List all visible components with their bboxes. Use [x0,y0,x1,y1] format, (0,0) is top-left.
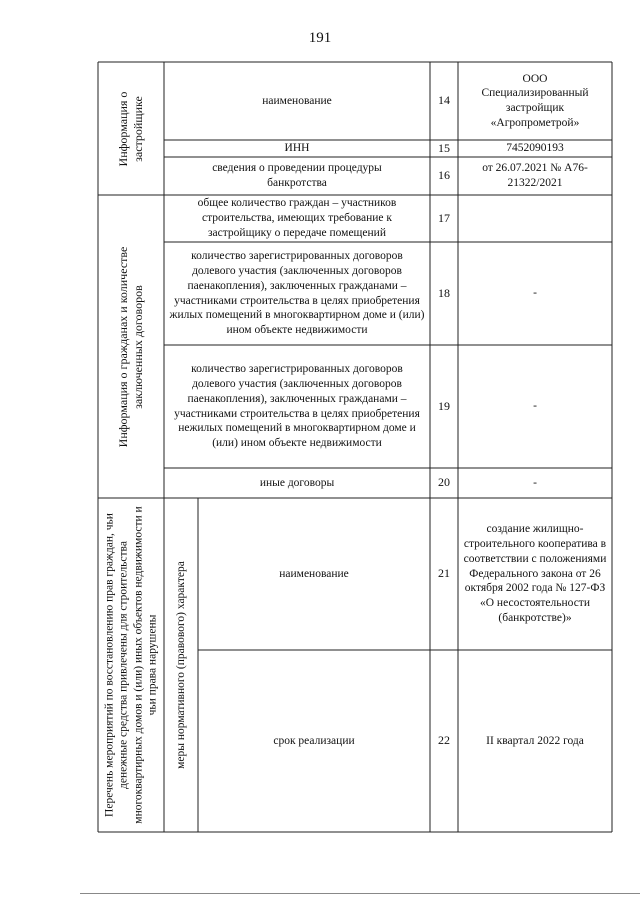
row-label: количество зарегистрированных договоров долевого участия (заключенных договоров паенакопления), заключенных гражданами – участниками строительства в целях приобретения жилых помещений в многоквартирном доме и (или) ином объекте недвижимости [169,250,425,336]
row-value: 7452090193 [506,142,564,155]
row-number: 15 [438,140,450,155]
row-number: 21 [438,566,450,581]
row-value: - [533,287,537,300]
row-value: создание жилищно-строительного кооператива в соответствии с положениями Федерального закона от 26 октября 2002 года № 127-ФЗ «О несостоятельности (банкротстве)» [463,523,607,624]
row-number: 18 [438,285,450,300]
row-label: срок реализации [273,734,355,747]
row-label: сведения о проведении процедуры банкротства [212,162,382,189]
row-label: количество зарегистрированных договоров долевого участия (заключенных договоров паенакопления), заключенных гражданами – участниками строительства в целях приобретения нежилых помещений в многоквартирном доме и (или) ином объекте недвижимости [174,363,420,449]
row-value: ООО Специализированный застройщик «Агропрометрой» [481,72,589,129]
bottom-rule [80,893,640,894]
row-label: наименование [279,567,349,580]
section-developer-info: Информация о застройщике [116,91,145,166]
section-legal-measures: меры нормативного (правового) характера [174,561,187,769]
row-number: 16 [438,168,450,183]
row-value: - [533,476,537,489]
row-value: от 26.07.2021 № А76-21322/2021 [482,162,588,189]
row-value: - [533,400,537,413]
row-label: иные договоры [259,476,335,489]
row-number: 22 [438,733,450,748]
row-label: ИНН [284,142,310,155]
row-value: II квартал 2022 года [486,734,584,747]
row-value [458,195,612,242]
row-label: общее количество граждан – участников строительства, имеющих требование к застройщику о передаче помещений [197,197,397,239]
row-label: наименование [262,94,332,107]
page-number: 191 [308,30,332,46]
row-number: 17 [438,210,450,225]
section-measures-list: Перечень мероприятий по восстановлению прав граждан, чьи денежные средства привлечены для строительства многоквартирных домов и (или) иных объектов недвижимости и чьи права нарушены [103,506,159,824]
row-number: 20 [438,475,450,490]
row-number: 19 [438,398,450,413]
section-citizens-info: Информация о гражданах и количестве заключенных договоров [116,246,145,447]
row-number: 14 [438,93,450,108]
